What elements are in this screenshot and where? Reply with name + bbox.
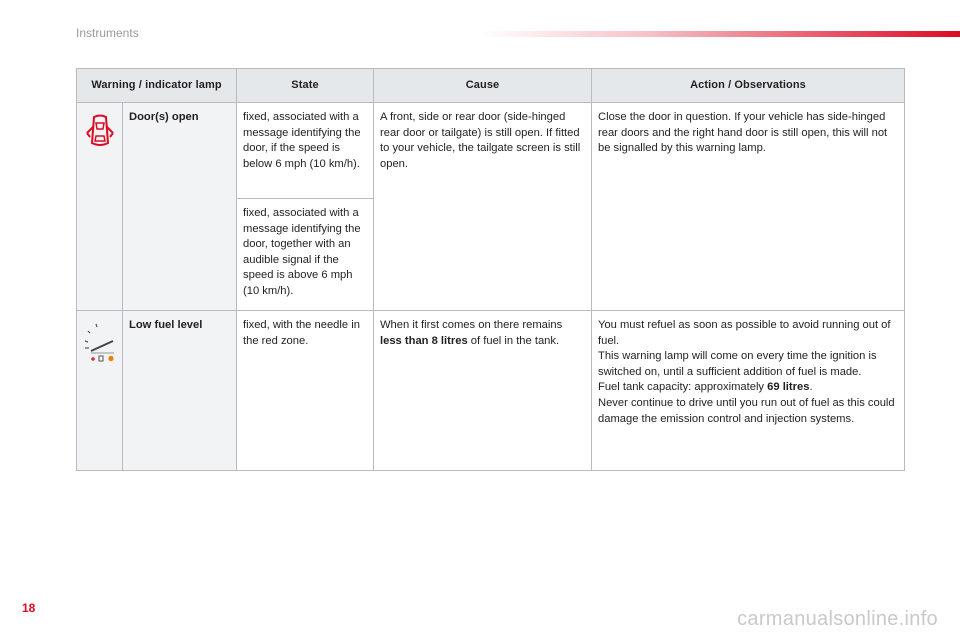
cause-text — [374, 311, 592, 471]
warning-lamp-table — [76, 68, 905, 471]
low-fuel-gauge-icon — [82, 321, 118, 365]
action-line: You must refuel as soon as possible to avoid running out of fuel. — [598, 319, 891, 347]
action-line — [598, 380, 899, 396]
header-accent-bar — [480, 31, 960, 37]
state-text: fixed, associated with a message identifying the door, together with an audible signal if the speed is above 6 mph (10 km/h). — [237, 199, 374, 311]
table-header-row — [77, 69, 905, 103]
state-text: fixed, with the needle in the red zone. — [237, 311, 374, 471]
action-text-part: Fuel tank capacity: approximately — [598, 381, 768, 394]
action-text-part: . — [809, 381, 813, 394]
lamp-name: Low fuel level — [123, 311, 237, 471]
door-open-warning-icon — [85, 113, 115, 149]
header-action: Action / Observations — [592, 69, 905, 103]
lamp-name: Door(s) open — [123, 103, 237, 311]
header-cause: Cause — [374, 69, 592, 103]
action-text — [592, 311, 905, 471]
tank-capacity-value: 69 litres — [767, 381, 810, 394]
icon-cell — [77, 103, 123, 311]
icon-cell — [77, 311, 123, 471]
fuel-remaining-value: less than 8 litres — [380, 334, 468, 347]
header-state: State — [237, 69, 374, 103]
page-number: 18 — [22, 601, 36, 615]
table-row — [77, 103, 905, 199]
action-line: This warning lamp will come on every time the ignition is switched on, until a sufficient addition of fuel is made. — [598, 350, 877, 378]
cause-text-part: of fuel in the tank. — [467, 334, 560, 347]
cause-text-part: When it first comes on there remains — [380, 319, 563, 331]
watermark: carmanualsonline.info — [737, 608, 938, 630]
header-warning-lamp: Warning / indicator lamp — [77, 69, 237, 103]
table-row — [77, 311, 905, 471]
section-title: Instruments — [76, 26, 139, 40]
cause-text: A front, side or rear door (side-hinged rear door or tailgate) is still open. If fitted to your vehicle, the tailgate screen is still open. — [374, 103, 592, 311]
action-text: Close the door in question. If your vehicle has side-hinged rear doors and the right hand door is still open, this will not be signalled by this warning lamp. — [592, 103, 905, 311]
action-line: Never continue to drive until you run out of fuel as this could damage the emission control and injection systems. — [598, 396, 895, 425]
state-text: fixed, associated with a message identifying the door, if the speed is below 6 mph (10 km/h). — [237, 103, 374, 199]
